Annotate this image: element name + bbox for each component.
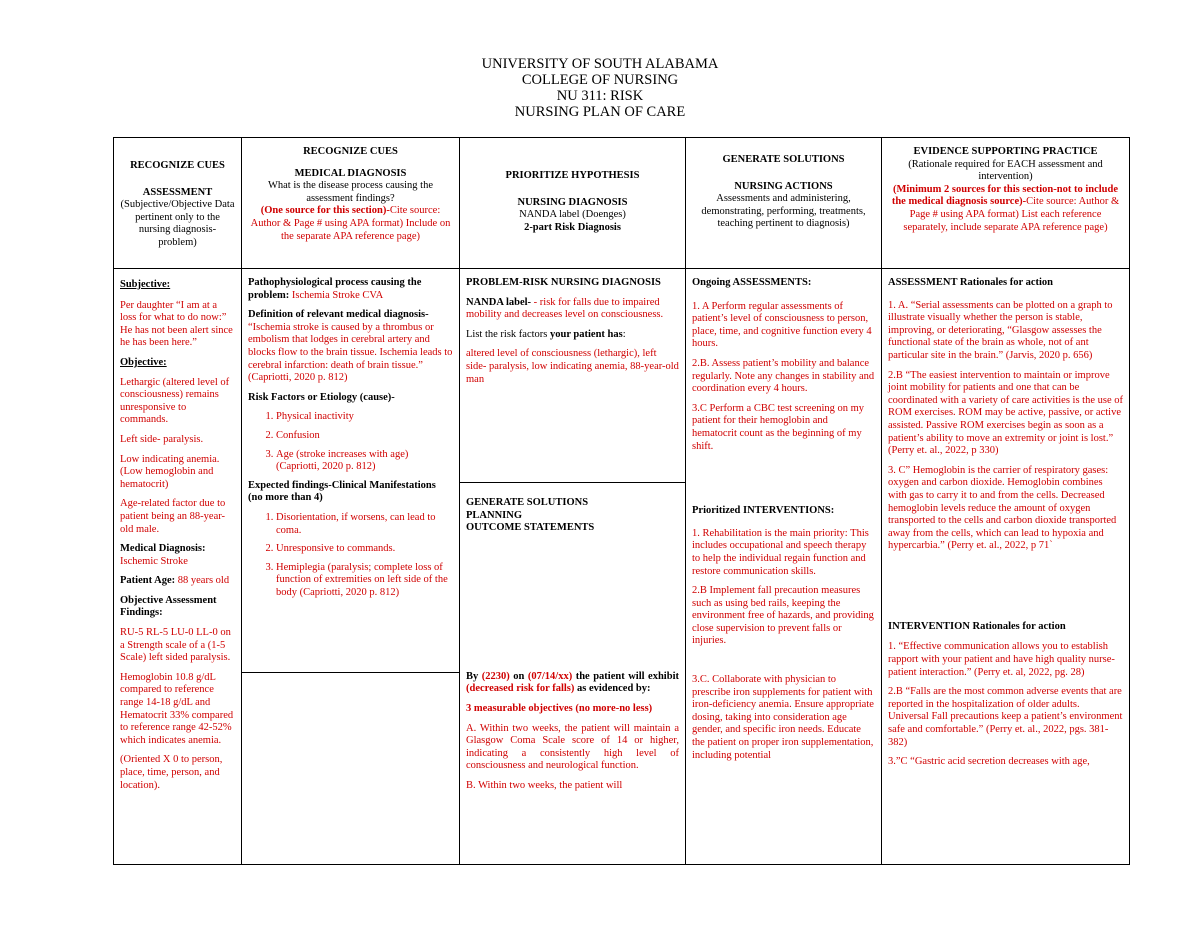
- patho-value: Ischemia Stroke CVA: [291, 289, 384, 301]
- rationale: 3.”C “Gastric acid secretion decreases with age,: [888, 756, 1090, 768]
- objective-b: B. Within two weeks, the patient will: [466, 779, 623, 791]
- objective-finding: Hemoglobin 10.8 g/dL compared to reference range 14-18 g/dL and Hematocrit 33% compared to reference range 42-52% which indicates anemia.: [120, 671, 234, 746]
- rationale: 2.B “The easiest intervention to maintain or improve joint mobility for patients and one that can be coordinated with a variety of care activities is the use of ROM exercises. ROM may be active, passive, or active assisted. Passive ROM exercises begin as soon as a patient’s ability to move an extremity or joint is lost.” (Perry et. al., 2022, p 330): [888, 369, 1123, 457]
- care-plan-table: [113, 137, 1130, 865]
- col-title: RECOGNIZE CUES: [303, 146, 398, 157]
- col-description: NANDA label (Doenges): [519, 209, 626, 221]
- patient-age-label: Patient Age:: [120, 575, 176, 587]
- rationale: 1. A. “Serial assessments can be plotted on a graph to illustrate visually whether the person is stable, improving, or deteriorating, “Glasgow assesses the functional state of the brain as whole, not of ant particular site in the brain.” (Jarvis, 2020 p. 656): [888, 299, 1113, 361]
- definition-label: Definition of relevant medical diagnosis-: [248, 309, 429, 321]
- objective-finding: (Oriented X 0 to person, place, time, person, and location).: [120, 754, 223, 791]
- col-subtitle: NURSING ACTIONS: [734, 180, 833, 192]
- expected-findings-list: [248, 512, 453, 600]
- assessment-rationales-label: ASSESSMENT Rationales for action: [888, 277, 1054, 288]
- col-header-recognize-cues: [114, 138, 242, 269]
- intervention: 2.B Implement fall precaution measures such as using bed rails, keeping the environment free of hazards, and providing close supervision to prevent falls or injuries.: [692, 585, 874, 647]
- table-header-row: [114, 138, 1130, 269]
- assessment-action: 3.C Perform a CBC test screening on my patient for their hemoglobin and hematocrit count as the beginning of my shift.: [692, 402, 865, 452]
- col-description: (Rationale required for EACH assessment and intervention): [908, 158, 1103, 183]
- col-header-generate-solutions: [686, 138, 882, 269]
- col-header-medical-diagnosis: [242, 138, 460, 269]
- col-source-note: (Minimum 2 sources for this section-not to include the medical diagnosis source)-: [891, 183, 1119, 208]
- col-header-prioritize-hypothesis: [460, 138, 686, 269]
- col-header-evidence: [882, 138, 1130, 269]
- objective-findings-label: Objective Assessment Findings:: [120, 594, 217, 619]
- intervention-rationales-label: INTERVENTION Rationales for action: [888, 620, 1066, 632]
- col-description-2: 2-part Risk Diagnosis: [524, 221, 621, 233]
- assessment-action: 2.B. Assess patient’s mobility and balance regularly. Note any changes in stability and coordination every 4 hours.: [692, 357, 875, 395]
- subjective-label: Subjective:: [120, 279, 171, 290]
- planning-subtitle: PLANNING: [466, 509, 523, 521]
- list-item: 1. Disorientation, if worsens, can lead to coma.: [276, 512, 453, 537]
- medical-diagnosis-cell: [242, 269, 460, 673]
- objective-finding: Left side- paralysis.: [120, 433, 204, 445]
- definition-text: “Ischemia stroke is caused by a thrombus or embolism that lodges in cerebral artery and blocks flow to the brain tissue. Ischemia leads to cerebral infarction: death of brain tissue.”: [248, 321, 453, 371]
- course-name: NU 311: RISK: [556, 88, 644, 104]
- document-title: NURSING PLAN OF CARE: [514, 104, 686, 120]
- medical-diagnosis-label: Medical Diagnosis:: [120, 543, 206, 555]
- risk-factors-text: altered level of consciousness (lethargic), left side- paralysis, low indicating anemia, 88-year-old man: [466, 348, 679, 385]
- col-source-instructions: Cite source: Author & Page # using APA format) Include on the separate APA reference page): [250, 205, 451, 242]
- outcome-statements-label: OUTCOME STATEMENTS: [466, 522, 595, 534]
- col-subtitle: MEDICAL DIAGNOSIS: [294, 167, 407, 179]
- university-name: UNIVERSITY OF SOUTH ALABAMA: [481, 56, 719, 72]
- expected-findings-label: Expected findings-Clinical Manifestations (no more than 4): [248, 479, 436, 504]
- assessment-cell: [114, 269, 242, 865]
- col-title: PRIORITIZE HYPOTHESIS: [505, 170, 640, 181]
- col-subtitle: NURSING DIAGNOSIS: [517, 196, 628, 208]
- objective-a: A. Within two weeks, the patient will maintain a Glasgow Coma Scale score of 14 or higher, indicating a consistently high level of consciousness and neurological function.: [466, 722, 679, 772]
- nanda-label: NANDA label-: [466, 296, 534, 308]
- col-title: RECOGNIZE CUES: [130, 160, 225, 171]
- planning-title: GENERATE SOLUTIONS: [466, 497, 589, 508]
- patient-age-value: 88 years old: [177, 575, 230, 587]
- measurable-objectives-label: 3 measurable objectives (no more-no less): [466, 702, 653, 714]
- col-description: (Subjective/Objective Data pertinent only to the nursing diagnosis-problem): [120, 199, 235, 248]
- subjective-text: Per daughter “I am at a loss for what to do now:” He has not been alert since he has been here.”: [120, 299, 233, 349]
- definition-citation: (Capriotti, 2020 p. 812): [248, 372, 348, 384]
- medical-diagnosis-value: Ischemic Stroke: [120, 555, 188, 567]
- list-item: 1. Physical inactivity: [276, 411, 453, 424]
- rationale: 3. C” Hemoglobin is the carrier of respiratory gases: oxygen and carbon dioxide. Hemoglobin combines with gas to carry it to and from the cells. Decreased hemoglobin levels reduce the amount of oxygen transported to the cells and carbon dioxide transported away from the cells, which can lead to hypoxia and hypercarbia.” (Perry et. al., 2022, p 71`: [888, 464, 1117, 552]
- col-title: EVIDENCE SUPPORTING PRACTICE: [913, 146, 1098, 157]
- patho-label: Pathophysiological process causing the problem:: [248, 277, 422, 301]
- col-description: What is the disease process causing the assessment findings?: [267, 180, 434, 204]
- problem-risk-label: PROBLEM-RISK NURSING DIAGNOSIS: [466, 277, 661, 288]
- objective-label: Objective:: [120, 356, 167, 368]
- objective-finding: RU-5 RL-5 LU-0 LL-0 on a Strength scale of a (1-5 Scale) left sided paralysis.: [120, 627, 231, 664]
- col-title: GENERATE SOLUTIONS: [722, 154, 845, 165]
- nursing-actions-cell: [686, 269, 882, 865]
- col-description: Assessments and administering, demonstrating, performing, treatments, teaching pertinent to diagnosis): [701, 193, 866, 230]
- intervention: 3.C. Collaborate with physician to prescribe iron supplements for patient with iron-deficiency anemia. Ensure appropriate dosing, taking into consideration age gender, and specific iron needs. Educate the patient on proper iron supplementation, including potential: [692, 674, 874, 761]
- risk-factors-label: Risk Factors or Etiology (cause)-: [248, 391, 395, 403]
- intervention: 1. Rehabilitation is the main priority: This includes occupational and speech therapy to help the individual regain function and restore communication skills.: [692, 527, 869, 577]
- document-header: [0, 56, 1200, 120]
- list-item: 2. Unresponsive to commands.: [276, 543, 453, 556]
- college-name: COLLEGE OF NURSING: [521, 72, 679, 88]
- list-item: 3. Hemiplegia (paralysis; complete loss of function of extremities on left side of the body (Capriotti, 2020 p. 812): [276, 562, 453, 600]
- risk-factors-list: [248, 411, 453, 473]
- rationale: 2.B “Falls are the most common adverse events that are reported in the hospitalization of older adults. Universal Fall precautions keep a patient’s environment safe and comfortable.” (Perry et. al., 2022, pgs. 381-382): [888, 686, 1123, 748]
- col-source-instructions: Cite source: Author & Page # using APA format) List each reference separately, include separate APA reference page): [903, 196, 1120, 233]
- nanda-value: - risk for falls due to impaired mobility and decreases level on consciousness.: [466, 296, 664, 321]
- list-item: 3. Age (stroke increases with age) (Capriotti, 2020 p. 812): [276, 449, 453, 474]
- table-body-row-1: [114, 269, 1130, 483]
- nursing-diagnosis-cell: PROBLEM-RISK NURSING DIAGNOSIS NANDA label- - risk for falls due to impaired mobility and decreases level on consciousness. List the risk factors your patient has: altered level of consciousness (lethargic), left side- paralysis, low indicating anemia, 88-year-old man: [460, 269, 686, 483]
- col-subtitle: ASSESSMENT: [142, 186, 213, 198]
- planning-cell: [460, 483, 686, 865]
- risk-prompt: List the risk factors: [466, 328, 550, 340]
- list-item: 2. Confusion: [276, 430, 453, 443]
- outcome-statement: By (2230) on (07/14/xx) the patient will exhibit (decreased risk for falls) as evidenced by:: [466, 670, 679, 695]
- objective-finding: Age-related factor due to patient being an 88-year-old male.: [120, 498, 226, 535]
- prioritized-interventions-label: Prioritized INTERVENTIONS:: [692, 505, 835, 517]
- empty-cell: [242, 673, 460, 865]
- objective-finding: Low indicating anemia. (Low hemoglobin and hematocrit): [120, 453, 220, 490]
- col-source-note: (One source for this section)-: [260, 205, 390, 217]
- rationale: 1. “Effective communication allows you to establish rapport with your patient and have high quality nurse-patient interaction.” (Perry et. al, 2022, pg. 28): [888, 641, 1115, 678]
- evidence-cell: [882, 269, 1130, 865]
- objective-finding: Lethargic (altered level of consciousness) remains unresponsive to commands.: [120, 376, 230, 426]
- assessment-action: 1. A Perform regular assessments of patient’s level of consciousness to person, place, time, and cognitive function every 4 hours.: [692, 300, 872, 350]
- ongoing-assessments-label: Ongoing ASSESSMENTS:: [692, 277, 812, 288]
